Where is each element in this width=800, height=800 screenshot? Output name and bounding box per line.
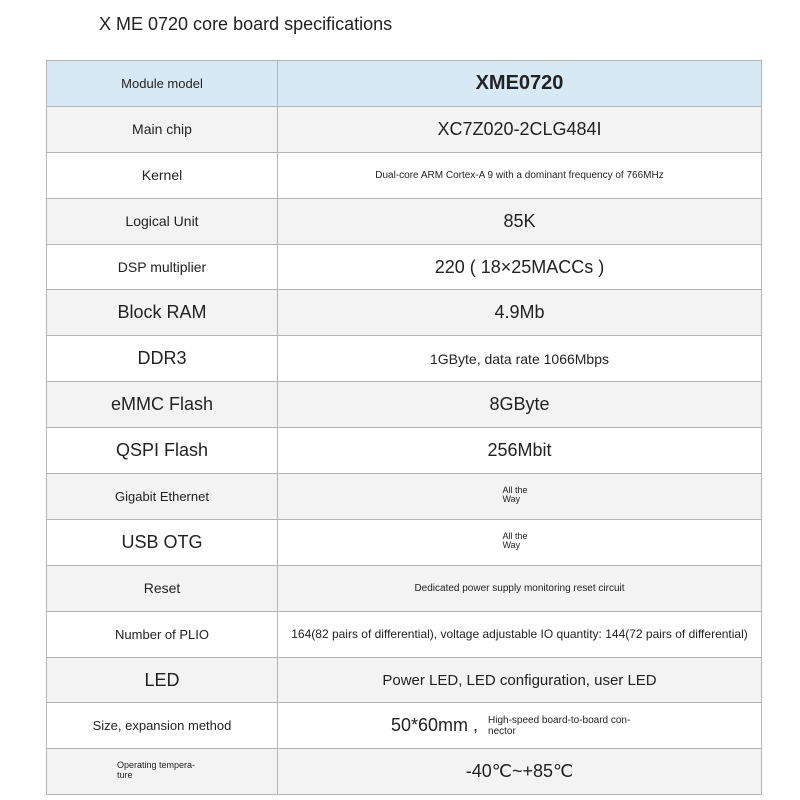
table-row	[47, 244, 762, 290]
row-value-block-ram: 4.9Mb	[278, 290, 762, 336]
row-value-size-main: 50*60mm ,	[390, 715, 479, 736]
row-label-text: Operating tempera- ture	[117, 760, 196, 780]
row-label-block-ram: Block RAM	[47, 290, 278, 336]
row-label-logical-unit: Logical Unit	[47, 198, 278, 244]
row-label-kernel: Kernel	[47, 152, 278, 198]
table-row	[47, 611, 762, 657]
row-value-usb-otg	[278, 519, 762, 565]
row-value-module-model: XME0720	[278, 61, 762, 107]
table-row	[47, 703, 762, 749]
table-row	[47, 657, 762, 703]
table-row	[47, 198, 762, 244]
row-value-text: All the Way	[502, 484, 528, 504]
row-value-emmc-flash: 8GByte	[278, 382, 762, 428]
row-label-emmc-flash: eMMC Flash	[47, 382, 278, 428]
table-row	[47, 474, 762, 520]
row-label-reset: Reset	[47, 565, 278, 611]
row-value-text: All the Way	[502, 530, 528, 550]
table-row	[47, 428, 762, 474]
row-label-operating-temperature	[47, 749, 278, 795]
row-label-dsp-multiplier: DSP multiplier	[47, 244, 278, 290]
table-row	[47, 336, 762, 382]
row-value-qspi-flash: 256Mbit	[278, 428, 762, 474]
spec-table	[46, 60, 762, 795]
row-value-logical-unit: 85K	[278, 198, 762, 244]
table-row	[47, 382, 762, 428]
row-label-ddr3: DDR3	[47, 336, 278, 382]
row-label-main-chip: Main chip	[47, 106, 278, 152]
row-label-size: Size, expansion method	[47, 703, 278, 749]
row-value-gigabit-ethernet	[278, 474, 762, 520]
row-label-module-model: Module model	[47, 61, 278, 107]
row-value-dsp-multiplier: 220 ( 18×25MACCs )	[278, 244, 762, 290]
table-row	[47, 519, 762, 565]
row-value-ddr3: 1GByte, data rate 1066Mbps	[278, 336, 762, 382]
table-row	[47, 106, 762, 152]
row-value-size-note: High-speed board-to-board con- nector	[488, 714, 631, 737]
row-value-plio: 164(82 pairs of differential), voltage adjustable IO quantity: 144(72 pairs of differential)	[278, 611, 762, 657]
row-value-operating-temperature: -40℃~+85℃	[278, 749, 762, 795]
table-row	[47, 61, 762, 107]
row-value-size	[278, 703, 762, 749]
row-value-main-chip: XC7Z020-2CLG484I	[278, 106, 762, 152]
row-label-plio: Number of PLIO	[47, 611, 278, 657]
row-value-led: Power LED, LED configuration, user LED	[278, 657, 762, 703]
row-label-usb-otg: USB OTG	[47, 519, 278, 565]
table-row	[47, 290, 762, 336]
row-label-qspi-flash: QSPI Flash	[47, 428, 278, 474]
row-label-gigabit-ethernet: Gigabit Ethernet	[47, 474, 278, 520]
row-value-reset: Dedicated power supply monitoring reset circuit	[278, 565, 762, 611]
table-row	[47, 152, 762, 198]
row-label-led: LED	[47, 657, 278, 703]
page-title: X ME 0720 core board specifications	[99, 14, 393, 34]
table-row	[47, 749, 762, 795]
table-row	[47, 565, 762, 611]
row-value-kernel: Dual-core ARM Cortex-A 9 with a dominant frequency of 766MHz	[278, 152, 762, 198]
